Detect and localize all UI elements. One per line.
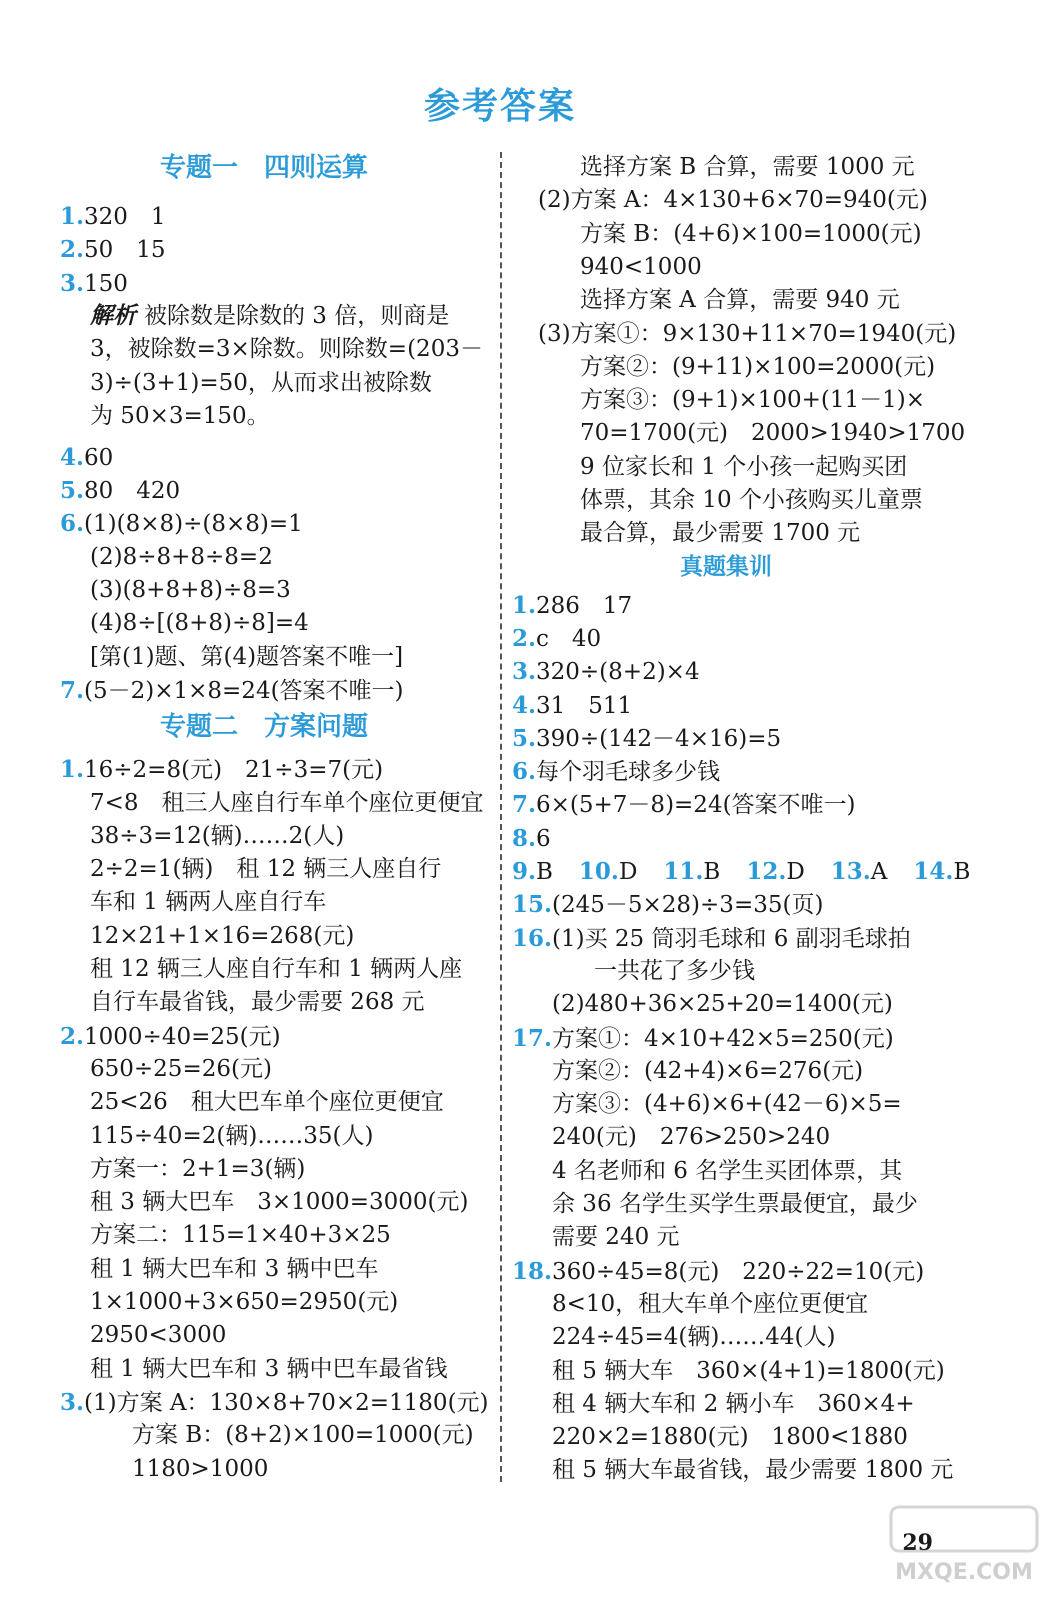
answer-line: [552, 1188, 918, 1221]
answer-line: [580, 517, 860, 550]
answer-text: 3，被除数=3×除数。则除数=(203－: [90, 336, 483, 363]
answer-text: 7<8 租三人座自行车单个座位更便宜: [90, 789, 484, 816]
answer-line: [90, 886, 326, 919]
answer-text: B: [953, 859, 971, 885]
answer-line: [512, 689, 632, 722]
answer-line: [60, 233, 166, 266]
answer-text: 1×1000+3×650=2950(元): [90, 1289, 399, 1315]
answer-text: 租 1 辆大巴车和 3 辆中巴车最省钱: [90, 1355, 448, 1382]
answer-text: 1180>1000: [132, 1455, 269, 1482]
answer-text: 240(元) 276>250>240: [552, 1124, 831, 1151]
answer-line: [90, 853, 441, 886]
question-number: 6.: [60, 510, 85, 538]
answer-text: 一共花了多少钱: [594, 957, 755, 984]
question-number: 4.: [512, 691, 537, 719]
question-number: 5.: [60, 477, 85, 505]
answer-line: [60, 753, 383, 786]
question-number: 10.: [578, 858, 619, 885]
answer-text: 每个羽毛球多少钱: [536, 759, 721, 786]
answer-text: B: [536, 859, 553, 885]
question-number: 2.: [60, 1022, 85, 1050]
answer-text: 选择方案 B 合算，需要 1000 元: [580, 154, 915, 180]
question-number: 6.: [512, 758, 537, 786]
answer-text: 租 3 辆大巴车 3×1000=3000(元): [90, 1189, 469, 1216]
question-number: 17.: [512, 1024, 553, 1052]
answer-text: 25<26 租大巴车单个座位更便宜: [90, 1089, 444, 1116]
page-number: 29: [902, 1530, 933, 1556]
question-number: 4.: [60, 443, 85, 471]
answer-line: [538, 184, 928, 217]
answer-line: [552, 1355, 945, 1388]
answer-text: (3)(8+8+8)÷8=3: [90, 577, 291, 603]
question-number: 12.: [746, 858, 787, 885]
answer-text: 286 17: [536, 592, 633, 619]
answer-line: [580, 218, 922, 251]
answer-line: [90, 820, 344, 853]
answer-text: 6×(5+7－8)=24(答案不唯一): [536, 792, 856, 819]
answer-line: [512, 788, 856, 821]
answer-line: [580, 284, 900, 317]
answer-text: 12×21+1×16=268(元): [90, 922, 355, 949]
question-number: 11.: [663, 858, 704, 885]
answer-line: [512, 1255, 924, 1288]
question-number: 14.: [913, 858, 954, 885]
answer-line: [90, 641, 403, 674]
answer-text: D: [786, 859, 805, 885]
answer-text: 70=1700(元) 2000>1940>1700: [580, 420, 966, 447]
answer-text: (1)(8×8)÷(8×8)=1: [84, 511, 303, 538]
answer-line: [580, 251, 702, 284]
question-number: 8.: [512, 824, 537, 852]
mc-answer: [913, 859, 970, 885]
answer-text: 方案③：(4+6)×6+(42－6)×5=: [552, 1091, 902, 1118]
answer-text: (1)方案 A：130×8+70×2=1180(元): [84, 1389, 489, 1416]
answer-text: 方案①：4×10+42×5=250(元): [552, 1025, 894, 1052]
answer-line: [90, 1286, 398, 1319]
answer-line: [552, 1088, 902, 1121]
answer-text: 2950<3000: [90, 1322, 227, 1349]
answer-text: (5－2)×1×8=24(答案不唯一): [84, 677, 404, 704]
answer-line: [90, 1353, 448, 1386]
answer-text: 150: [84, 270, 128, 297]
mc-answer: [746, 859, 804, 885]
watermark-logo: [889, 1505, 1039, 1587]
question-number: 9.: [512, 858, 537, 885]
answer-line: [90, 1219, 391, 1252]
answer-line: [90, 541, 273, 574]
answer-line: [90, 1120, 374, 1153]
answer-line: [512, 755, 720, 788]
mc-answer: [512, 859, 553, 885]
answer-text: 320÷(8+2)×4: [536, 659, 700, 686]
answer-line: [90, 920, 354, 953]
answer-line: [580, 151, 915, 184]
answer-text: (2)8÷8+8÷8=2: [90, 543, 273, 570]
answer-text: 自行车最省钱，最少需要 268 元: [90, 989, 425, 1016]
answer-text: 余 36 名学生买学生票最便宜，最少: [552, 1191, 918, 1217]
answer-line: [512, 722, 781, 755]
section-title: 真题集训: [680, 553, 772, 580]
answer-text: 50 15: [84, 237, 166, 264]
answer-line: [90, 1253, 379, 1286]
answer-text: 为 50×3=150。: [90, 402, 270, 429]
mc-answer: [831, 859, 888, 885]
answer-text: 方案 B：(8+2)×100=1000(元): [132, 1422, 474, 1449]
answer-line: [512, 655, 700, 688]
answer-line: [90, 953, 462, 986]
answer-text: [第(1)题、第(4)题答案不唯一]: [90, 643, 404, 670]
question-number: 3.: [60, 1388, 85, 1416]
question-number: 1.: [60, 203, 85, 230]
answer-text: 8<10，租大车单个座位更便宜: [552, 1290, 869, 1317]
answer-line: [594, 955, 755, 988]
answer-text: 方案③：(9+1)×100+(11－1)×: [580, 387, 926, 414]
answer-text: 4 名老师和 6 名学生买团体票，其: [552, 1157, 903, 1184]
answer-line: [512, 622, 601, 655]
mc-answer: [663, 859, 720, 885]
answer-text: 224÷45=4(辆)……44(人): [552, 1324, 836, 1351]
answer-text: 31 511: [536, 692, 633, 719]
answer-line: [132, 1419, 474, 1452]
answer-line: [552, 988, 893, 1021]
answer-line: [60, 474, 180, 507]
answer-line: [552, 1055, 863, 1088]
answer-text: (1)买 25 筒羽毛球和 6 副羽毛球拍: [552, 925, 911, 952]
question-number: 3.: [512, 658, 537, 686]
answer-text: 租 5 辆大车 360×(4+1)=1800(元): [552, 1357, 945, 1384]
answer-line: [90, 1186, 468, 1219]
answer-text: 体票，其余 10 个小孩购买儿童票: [580, 487, 923, 513]
answer-text: 650÷25=26(元): [90, 1055, 272, 1082]
answer-line: [90, 333, 483, 366]
watermark-text: MXQE.COM: [895, 1560, 1033, 1585]
question-number: 16.: [512, 924, 553, 952]
answer-text: 需要 240 元: [552, 1224, 680, 1251]
question-number: 18.: [512, 1257, 553, 1285]
mc-answer: [579, 859, 637, 885]
answer-text: 被除数是除数的 3 倍，则商是: [144, 302, 450, 329]
answer-line: [538, 318, 956, 351]
answer-line: [90, 574, 291, 607]
answer-line: [512, 1022, 894, 1055]
answer-text: 2÷2=1(辆) 租 12 辆三人座自行: [90, 856, 442, 883]
answer-text: 940<1000: [580, 253, 702, 280]
answer-text: 16÷2=8(元) 21÷3=7(元): [84, 757, 384, 784]
answer-line: [552, 1388, 915, 1421]
answer-text: A: [870, 859, 888, 885]
answer-text: 选择方案 A 合算，需要 940 元: [580, 287, 900, 314]
answer-text: 390÷(142－4×16)=5: [536, 725, 782, 752]
answer-line: [90, 400, 270, 433]
answer-text: 方案②：(9+11)×100=2000(元): [580, 353, 936, 380]
answer-line: [512, 922, 911, 955]
question-number: 13.: [830, 858, 871, 885]
answer-text: 60: [84, 444, 114, 471]
answer-line: [90, 367, 432, 400]
answer-line: [580, 451, 907, 484]
answer-text: (245－5×28)÷3=35(页): [552, 892, 824, 919]
answer-line: [512, 822, 551, 855]
answer-line: [90, 1319, 226, 1352]
answer-line: [60, 267, 128, 300]
answer-line: [60, 507, 303, 540]
answer-text: 方案②：(42+4)×6=276(元): [552, 1057, 864, 1084]
question-number: 2.: [60, 236, 85, 264]
answer-text: D: [618, 859, 638, 885]
answer-text: c 40: [536, 625, 602, 652]
answer-line: [60, 441, 113, 474]
answer-text: 最合算，最少需要 1700 元: [580, 520, 861, 547]
answer-line: [512, 888, 823, 921]
answer-line: [552, 1321, 836, 1354]
answer-line: [132, 1453, 268, 1486]
answer-text: (2)480+36×25+20=1400(元): [552, 991, 893, 1018]
answer-line: [90, 1086, 444, 1119]
answer-line: [552, 1155, 902, 1188]
answer-text: 租 4 辆大车和 2 辆小车 360×4+: [552, 1390, 915, 1417]
question-number: 1.: [60, 756, 85, 784]
answer-line: [552, 1221, 680, 1254]
answer-text: (3)方案①：9×130+11×70=1940(元): [538, 320, 957, 347]
page-title: 参考答案: [423, 86, 576, 127]
question-number: 2.: [512, 624, 537, 652]
answer-text: (4)8÷[(8+8)÷8]=4: [90, 610, 309, 637]
answer-line: [580, 384, 925, 417]
answer-text: 方案 B：(4+6)×100=1000(元): [580, 220, 922, 247]
question-number: 1.: [512, 591, 537, 619]
answer-text: 车和 1 辆两人座自行车: [90, 889, 327, 916]
multiple-choice-row: [512, 855, 996, 888]
answer-text: 220×2=1880(元) 1800<1880: [552, 1424, 908, 1451]
answer-line: [90, 1153, 305, 1186]
answer-line: [552, 1421, 908, 1454]
answer-text: 方案二：115=1×40+3×25: [90, 1222, 391, 1249]
answer-text: 360÷45=8(元) 220÷22=10(元): [552, 1258, 925, 1285]
answer-text: 3)÷(3+1)=50，从而求出被除数: [90, 369, 432, 396]
column-divider: [500, 152, 502, 1482]
question-number: 7.: [60, 676, 85, 704]
answer-line: [90, 986, 425, 1019]
answer-line: [90, 300, 449, 333]
answer-text: 方案一：2+1=3(辆): [90, 1155, 306, 1182]
answer-text: 1000÷40=25(元): [84, 1023, 281, 1050]
answer-line: [60, 1386, 489, 1419]
section-title: 专题一 四则运算: [160, 153, 369, 183]
question-number: 7.: [512, 791, 537, 819]
answer-line: [580, 351, 935, 384]
answer-text: (2)方案 A：4×130+6×70=940(元): [538, 187, 928, 214]
answer-line: [580, 484, 923, 517]
answer-line: [552, 1121, 830, 1154]
answer-line: [60, 1020, 281, 1053]
answer-line: [90, 1053, 272, 1086]
answer-text: 租 1 辆大巴车和 3 辆中巴车: [90, 1255, 379, 1282]
analysis-label: 解析: [90, 302, 136, 329]
answer-text: 320 1: [84, 204, 166, 230]
answer-text: 38÷3=12(辆)……2(人): [90, 822, 345, 849]
answer-line: [552, 1288, 868, 1321]
answer-text: 6: [536, 825, 551, 852]
answer-line: [90, 607, 309, 640]
answer-line: [580, 417, 965, 450]
answer-line: [90, 787, 484, 820]
question-number: 3.: [60, 269, 85, 297]
answer-text: 租 12 辆三人座自行车和 1 辆两人座: [90, 956, 463, 982]
question-number: 5.: [512, 724, 537, 752]
answer-line: [60, 200, 166, 233]
answer-text: 租 5 辆大车最省钱，最少需要 1800 元: [552, 1457, 954, 1484]
answer-text: B: [703, 859, 721, 885]
answer-text: 80 420: [84, 478, 181, 505]
section-title: 专题二 方案问题: [160, 712, 369, 743]
answer-line: [60, 674, 404, 707]
answer-text: 9 位家长和 1 个小孩一起购买团: [580, 453, 908, 480]
answer-line: [552, 1454, 953, 1487]
question-number: 15.: [512, 891, 553, 919]
answer-text: 115÷40=2(辆)……35(人): [90, 1122, 374, 1149]
answer-line: [512, 589, 632, 622]
